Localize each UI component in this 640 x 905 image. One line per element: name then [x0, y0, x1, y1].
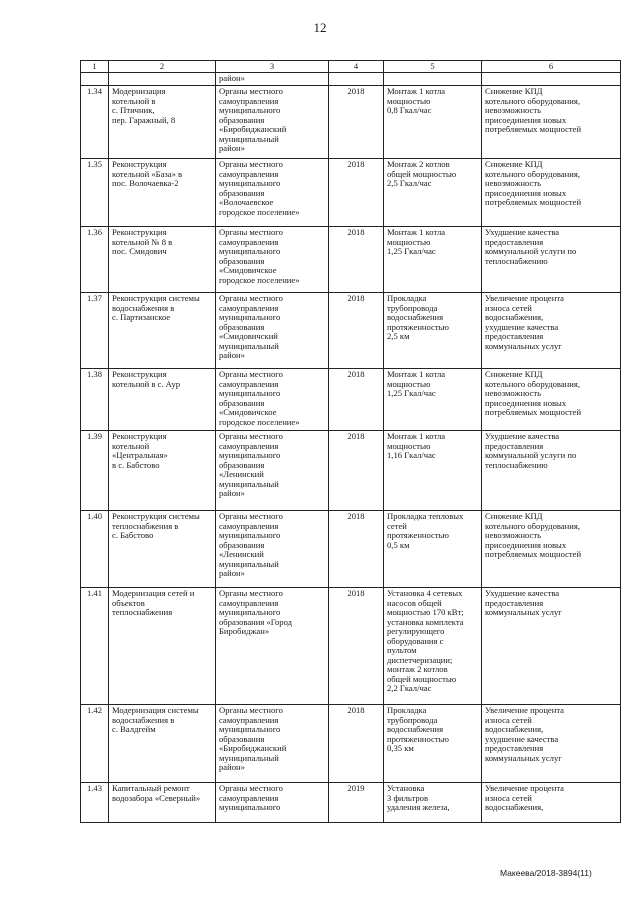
table-row: [81, 227, 621, 293]
table-row: [81, 86, 621, 159]
responsible-org-cell: Органы местного самоуправления муниципального образования «Ленинский муниципальный район»: [216, 431, 329, 511]
work-description-cell: Установка 3 фильтров удаления железа,: [384, 783, 482, 823]
consequence-cell: Увеличение процента износа сетей водоснабжения, ухудшение качества предоставления коммунальных услуг: [482, 293, 621, 369]
year-cell: 2018: [329, 511, 384, 588]
measure-name-cell: Модернизация системы водоснабжения в с. Валдгейм: [109, 705, 216, 783]
header-row: [81, 61, 621, 73]
responsible-org-cell: Органы местного самоуправления муниципального образования «Биробиджанский муниципальный район»: [216, 86, 329, 159]
consequence-cell: Ухудшение качества предоставления коммунальных услуг: [482, 588, 621, 705]
year-cell: 2018: [329, 159, 384, 227]
work-description-cell: Монтаж 1 котла мощностью 1,25 Гкал/час: [384, 369, 482, 431]
responsible-org-cell: Органы местного самоуправления муниципального образования «Смидовичское городское поселение»: [216, 369, 329, 431]
row-number-cell: 1.38: [81, 369, 109, 431]
measure-name-cell: Реконструкция котельной «Центральная» в с. Бабстово: [109, 431, 216, 511]
year-cell: 2018: [329, 369, 384, 431]
consequence-cell: Увеличение процента износа сетей водоснабжения, ухудшение качества предоставления коммунальных услуг: [482, 705, 621, 783]
column-header: 3: [216, 61, 329, 73]
table-cell: [482, 73, 621, 86]
year-cell: 2018: [329, 227, 384, 293]
table-row: [81, 588, 621, 705]
measure-name-cell: Реконструкция котельной в с. Аур: [109, 369, 216, 431]
measures-table: [80, 60, 621, 823]
row-number-cell: 1.43: [81, 783, 109, 823]
table-cell: [81, 73, 109, 86]
year-cell: 2018: [329, 293, 384, 369]
column-header: 1: [81, 61, 109, 73]
table-row: [81, 705, 621, 783]
column-header: 4: [329, 61, 384, 73]
consequence-cell: Увеличение процента износа сетей водоснабжения,: [482, 783, 621, 823]
work-description-cell: Прокладка тепловых сетей протяженностью 0,5 км: [384, 511, 482, 588]
work-description-cell: Монтаж 2 котлов общей мощностью 2,5 Гкал/час: [384, 159, 482, 227]
work-description-cell: Прокладка трубопровода водоснабжения протяженностью 2,5 км: [384, 293, 482, 369]
table-row: [81, 369, 621, 431]
work-description-cell: Монтаж 1 котла мощностью 1,25 Гкал/час: [384, 227, 482, 293]
page-number: 12: [313, 20, 327, 35]
measure-name-cell: Реконструкция системы водоснабжения в с. Партизанское: [109, 293, 216, 369]
row-number-cell: 1.35: [81, 159, 109, 227]
row-number-cell: 1.37: [81, 293, 109, 369]
table-row: [81, 783, 621, 823]
consequence-cell: Снижение КПД котельного оборудования, невозможность присоединения новых потребляемых мощностей: [482, 511, 621, 588]
consequence-cell: Ухудшение качества предоставления коммунальной услуги по теплоснабжению: [482, 227, 621, 293]
work-description-cell: Установка 4 сетевых насосов общей мощностью 170 кВт; установка комплекта регулирующего оборудования с пультом диспетчеризации; монтаж 2 котлов общей мощностью 2,2 Гкал/час: [384, 588, 482, 705]
column-header: 5: [384, 61, 482, 73]
table-row: [81, 431, 621, 511]
work-description-cell: Монтаж 1 котла мощностью 1,16 Гкал/час: [384, 431, 482, 511]
row-number-cell: 1.39: [81, 431, 109, 511]
year-cell: 2018: [329, 431, 384, 511]
row-number-cell: 1.34: [81, 86, 109, 159]
table-cell: [109, 73, 216, 86]
measure-name-cell: Капитальный ремонт водозабора «Северный»: [109, 783, 216, 823]
document-code: Макеева/2018-3894(11): [500, 868, 592, 878]
responsible-org-cell: Органы местного самоуправления муниципального образования «Волочаевское городское поселение»: [216, 159, 329, 227]
year-cell: 2018: [329, 86, 384, 159]
responsible-org-cell: Органы местного самоуправления муниципального образования «Смидовичский муниципальный район»: [216, 293, 329, 369]
row-number-cell: 1.40: [81, 511, 109, 588]
row-number-cell: 1.41: [81, 588, 109, 705]
consequence-cell: Снижение КПД котельного оборудования, невозможность присоединения новых потребляемых мощностей: [482, 159, 621, 227]
year-cell: 2018: [329, 588, 384, 705]
table-cell: [329, 73, 384, 86]
responsible-org-cell: Органы местного самоуправления муниципального образования «Город Биробиджан»: [216, 588, 329, 705]
table-row: [81, 159, 621, 227]
responsible-org-cell: Органы местного самоуправления муниципального: [216, 783, 329, 823]
measure-name-cell: Реконструкция котельной № 8 в пос. Смидович: [109, 227, 216, 293]
row-number-cell: 1.36: [81, 227, 109, 293]
year-cell: 2018: [329, 705, 384, 783]
responsible-org-cell: Органы местного самоуправления муниципального образования «Биробиджанский муниципальный район»: [216, 705, 329, 783]
consequence-cell: Снижение КПД котельного оборудования, невозможность присоединения новых потребляемых мощностей: [482, 86, 621, 159]
table-row: [81, 293, 621, 369]
table-row: [81, 511, 621, 588]
measure-name-cell: Реконструкция системы теплоснабжения в с. Бабстово: [109, 511, 216, 588]
year-cell: 2019: [329, 783, 384, 823]
continuation-row: [81, 73, 621, 86]
work-description-cell: Монтаж 1 котла мощностью 0,8 Гкал/час: [384, 86, 482, 159]
measure-name-cell: Реконструкция котельной «База» в пос. Волочаевка-2: [109, 159, 216, 227]
consequence-cell: Ухудшение качества предоставления коммунальной услуги по теплоснабжению: [482, 431, 621, 511]
measure-name-cell: Модернизация сетей и объектов теплоснабжения: [109, 588, 216, 705]
work-description-cell: Прокладка трубопровода водоснабжения протяженностью 0,35 км: [384, 705, 482, 783]
consequence-cell: Снижение КПД котельного оборудования, невозможность присоединения новых потребляемых мощностей: [482, 369, 621, 431]
table-cell: [384, 73, 482, 86]
column-header: 2: [109, 61, 216, 73]
responsible-org-cell: Органы местного самоуправления муниципального образования «Смидовичское городское поселение»: [216, 227, 329, 293]
column-header: 6: [482, 61, 621, 73]
table-cell: район»: [216, 73, 329, 86]
row-number-cell: 1.42: [81, 705, 109, 783]
responsible-org-cell: Органы местного самоуправления муниципального образования «Ленинский муниципальный район»: [216, 511, 329, 588]
measure-name-cell: Модернизация котельной в с. Птичник, пер. Гаражный, 8: [109, 86, 216, 159]
